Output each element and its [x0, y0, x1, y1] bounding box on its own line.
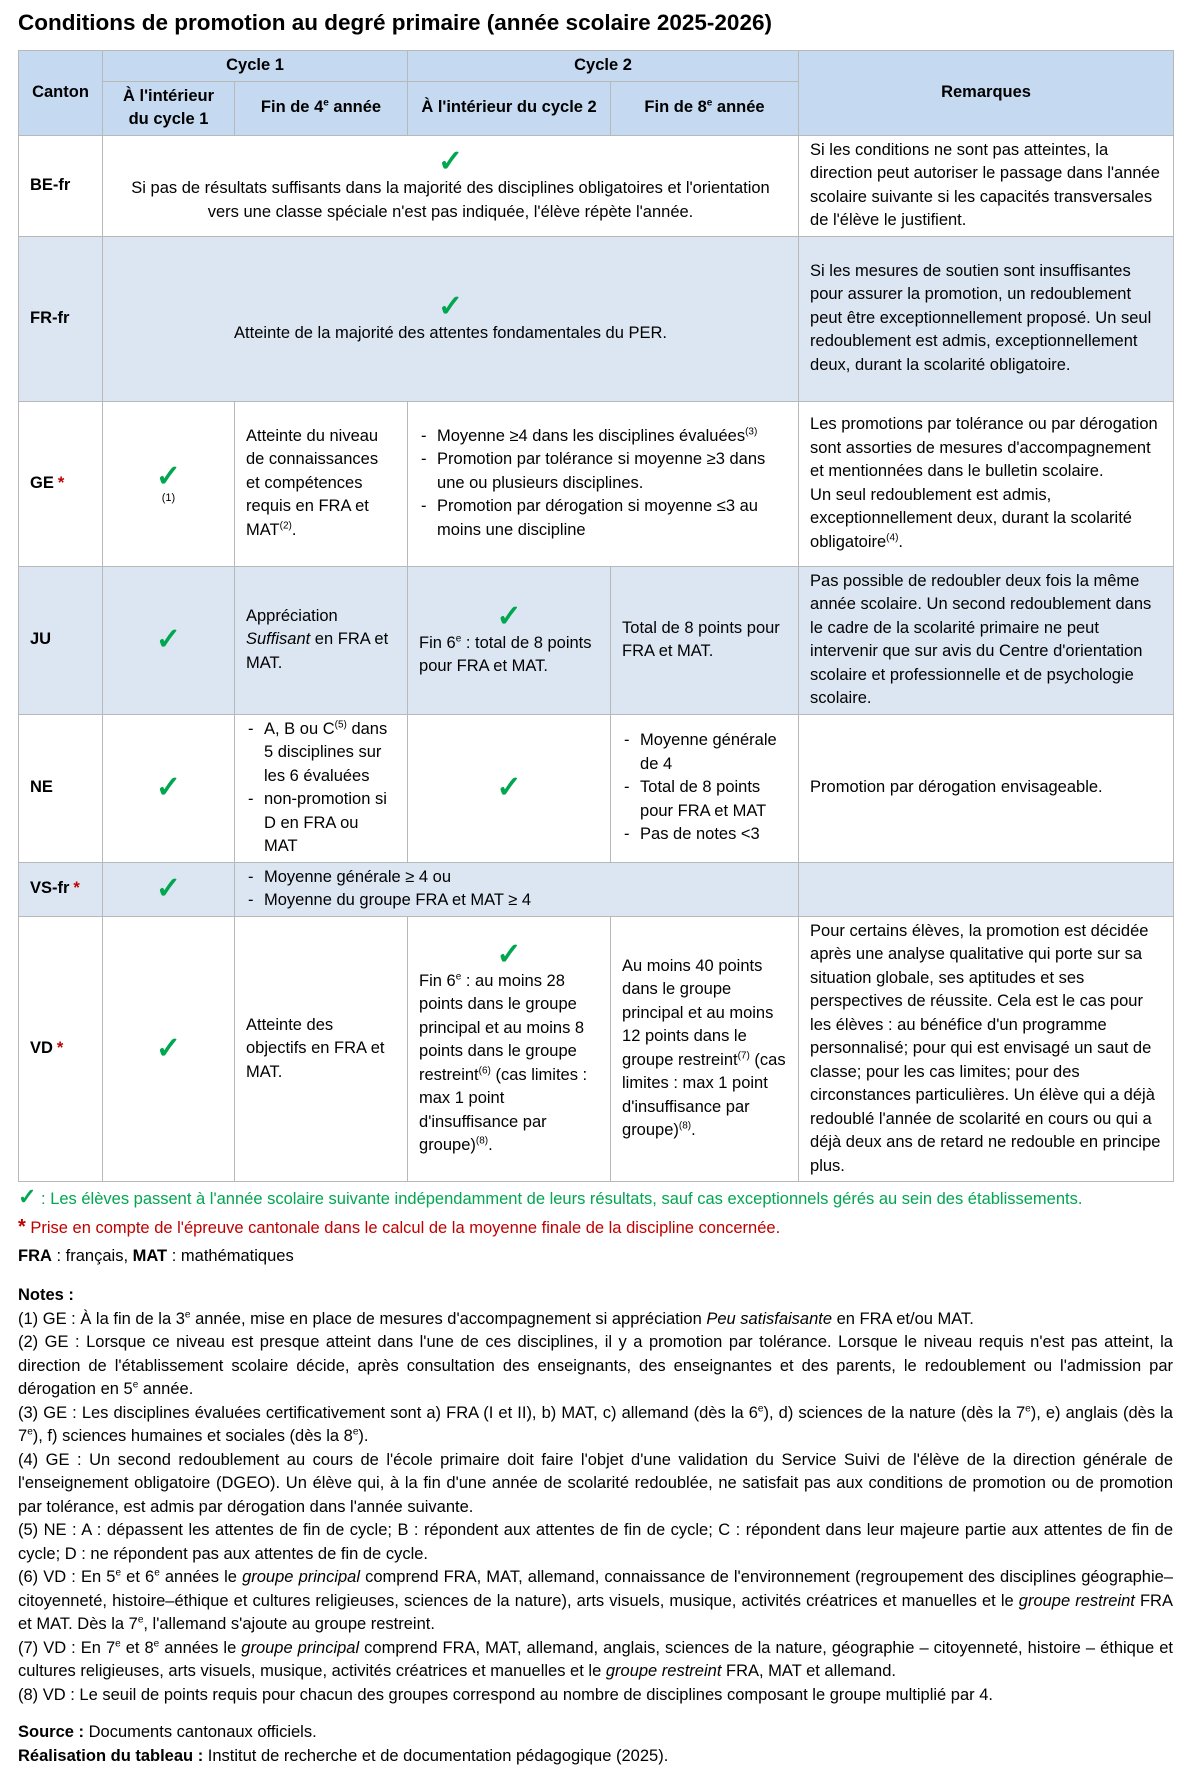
- list-item: - Moyenne générale ≥ 4 ou: [246, 866, 787, 890]
- note-7: (7) VD : En 7e et 8e années le groupe principal comprend FRA, MAT, allemand, anglais, sciences de la nature, géographie – citoyenneté, histoire – éthique et cultures religieuses, arts visuels, musique, activités créatrices et manuelles et le groupe restreint FRA, MAT et allemand.: [18, 1637, 1173, 1684]
- check-icon: ✓: [419, 773, 599, 803]
- list-item: - Pas de notes <3: [622, 823, 787, 847]
- page-title: Conditions de promotion au degré primaire (année scolaire 2025-2026): [18, 8, 1182, 38]
- ne-c2-end: [611, 714, 799, 862]
- list-item: - Moyenne du groupe FRA et MAT ≥ 4: [246, 889, 787, 913]
- check-icon: ✓: [114, 292, 787, 322]
- vsfr-c1-inside: [103, 862, 235, 916]
- legend-abbrev: FRA : français, MAT : mathématiques: [18, 1242, 1182, 1270]
- canton-cell: FR-fr: [19, 236, 103, 401]
- check-icon: ✓: [114, 625, 223, 655]
- table-row: [19, 566, 1174, 714]
- star-icon: *: [58, 474, 64, 492]
- table-row: [19, 236, 1174, 401]
- list-item: - Moyenne ≥4 dans les disciplines évaluées$^{(3)}$: [419, 425, 787, 449]
- befr-condition: [103, 135, 799, 236]
- note-6: (6) VD : En 5e et 6e années le groupe principal comprend FRA, MAT, allemand, connaissance de l'environnement (regroupement des disciplines géographie–citoyenneté, histoire–éthique et cultures religieuses, sciences de la nature), arts visuels, musique, activités créatrices et manuelles et le groupe restreint FRA et MAT. Dès la 7e, l'allemand s'ajoute au groupe restreint.: [18, 1566, 1173, 1637]
- header-c1-inside: À l'intérieur du cycle 1: [103, 81, 235, 135]
- check-icon: ✓: [114, 773, 223, 803]
- source-block: [18, 1721, 1182, 1768]
- legend-check: ✓ : Les élèves passent à l'année scolaire suivante indépendamment de leurs résultats, sauf cas exceptionnels gérés au sein des établissements.: [18, 1182, 1182, 1213]
- vd-remark: Pour certains élèves, la promotion est décidée après une analyse qualitative qui porte sur sa situation globale, ses aptitudes et ses perspectives de réussite. Cela est le cas pour les élèves : au bénéfice d'un programme personnalisé; pour qui est envisagé un saut de classe; pour les cas limites; pour des circonstances particulières. Un élève qui a déjà redoublé l'année de scolarité en cours ou qui a déjà deux ans de retard ne redouble en principe plus.: [799, 916, 1174, 1182]
- note-1: (1) GE : À la fin de la 3e année, mise en place de mesures d'accompagnement si appréciation Peu satisfaisante en FRA et/ou MAT.: [18, 1308, 1173, 1332]
- befr-text: Si pas de résultats suffisants dans la majorité des disciplines obligatoires et l'orientation vers une classe spéciale n'est pas indiquée, l'élève répète l'année.: [131, 179, 769, 221]
- ne-remark: Promotion par dérogation envisageable.: [799, 714, 1174, 862]
- legend: [18, 1182, 1182, 1270]
- vd-c2-end: Au moins 40 points dans le groupe principal et au moins 12 points dans le groupe restreint$^{(7)}$ (cas limites : max 1 point d'insuffisance par groupe)$^{(8)}$.: [611, 916, 799, 1182]
- note-5: (5) NE : A : dépassent les attentes de fin de cycle; B : répondent aux attentes de fin de cycle; C : répondent dans leur majeure partie aux attentes de fin de cycle; D : ne répondent pas aux attentes de fin de cycle.: [18, 1519, 1173, 1566]
- header-canton: Canton: [19, 51, 103, 136]
- ju-c1-end: Appréciation Suffisant en FRA et MAT.: [235, 566, 408, 714]
- ne-c2-inside: [408, 714, 611, 862]
- ju-c2-end: Total de 8 points pour FRA et MAT.: [611, 566, 799, 714]
- canton-cell: JU: [19, 566, 103, 714]
- canton-cell: BE-fr: [19, 135, 103, 236]
- ge-remark: Les promotions par tolérance ou par dérogation sont assorties de mesures d'accompagnement et mentionnées dans le bulletin scolaire. Un seul redoublement est admis, exceptionnellement deux, durant la scolarité obligatoire$^{(4)}$.: [799, 401, 1174, 566]
- check-icon: ✓: [18, 1184, 36, 1209]
- canton-cell: NE: [19, 714, 103, 862]
- header-cycle2: Cycle 2: [408, 51, 799, 82]
- list-item: - Promotion par dérogation si moyenne ≤3 au moins une discipline: [419, 495, 787, 542]
- header-c2-inside: À l'intérieur du cycle 2: [408, 81, 611, 135]
- note-2: (2) GE : Lorsque ce niveau est presque atteint dans l'une de ces disciplines, il y a promotion par tolérance. Lorsque le niveau requis n'est pas atteint, la direction de l'établissement scolaire décide, après consultation des enseignants, des enseignantes et des parents, le redoublement ou l'admission par dérogation en 5e année.: [18, 1331, 1173, 1402]
- check-icon: ✓: [114, 874, 223, 904]
- table-row: [19, 916, 1174, 1182]
- check-icon: ✓: [114, 147, 787, 177]
- canton-cell: VD *: [19, 916, 103, 1182]
- check-icon: ✓: [419, 940, 599, 970]
- frfr-text: Atteinte de la majorité des attentes fondamentales du PER.: [234, 324, 667, 342]
- vd-c1-inside: [103, 916, 235, 1182]
- canton-cell: GE *: [19, 401, 103, 566]
- frfr-remark: Si les mesures de soutien sont insuffisantes pour assurer la promotion, un redoublement peut être exceptionnellement proposé. Un seul redoublement est admis, exceptionnellement deux, durant la scolarité obligatoire.: [799, 236, 1174, 401]
- star-icon: *: [73, 879, 79, 897]
- source: Source : Documents cantonaux officiels.: [18, 1721, 1182, 1745]
- table-row: [19, 714, 1174, 862]
- ju-c2-inside: ✓ Fin 6e : total de 8 points pour FRA et MAT.: [408, 566, 611, 714]
- table-row: [19, 135, 1174, 236]
- table-row: [19, 401, 1174, 566]
- befr-remark: Si les conditions ne sont pas atteintes, la direction peut autoriser le passage dans l'année scolaire suivante si les capacités transversales de l'élève le justifient.: [799, 135, 1174, 236]
- header-cycle1: Cycle 1: [103, 51, 408, 82]
- check-icon: ✓: [114, 462, 223, 492]
- header-remarks: Remarques: [799, 51, 1174, 136]
- star-icon: *: [18, 1216, 26, 1238]
- credit: Réalisation du tableau : Institut de recherche et de documentation pédagogique (2025).: [18, 1745, 1182, 1768]
- canton-cell: VS-fr *: [19, 862, 103, 916]
- ju-remark: Pas possible de redoubler deux fois la même année scolaire. Un second redoublement dans le cadre de la scolarité primaire ne peut intervenir que sur avis du Centre d'orientation scolaire et professionnelle et de psychologie scolaire.: [799, 566, 1174, 714]
- vd-c2-inside: ✓ Fin 6e : au moins 28 points dans le groupe principal et au moins 8 points dans le groupe restreint$^{(6)}$ (cas limites : max 1 point d'insuffisance par groupe)$^{(8)}$.: [408, 916, 611, 1182]
- list-item: - Moyenne générale de 4: [622, 729, 787, 776]
- note-3: (3) GE : Les disciplines évaluées certificativement sont a) FRA (I et II), b) MAT, c) allemand (dès la 6e), d) sciences de la nature (dès la 7e), e) anglais (dès la 7e), f) sciences humaines et sociales (dès la 8e).: [18, 1402, 1173, 1449]
- ge-footnote-ref: (1): [114, 492, 223, 505]
- vsfr-condition: [235, 862, 799, 916]
- note-8: (8) VD : Le seuil de points requis pour chacun des groupes correspond au nombre de disciplines composant le groupe multiplié par 4.: [18, 1684, 1173, 1708]
- star-icon: *: [57, 1039, 63, 1057]
- notes-heading: Notes :: [18, 1284, 1173, 1308]
- header-c2-end: Fin de 8e année: [611, 81, 799, 135]
- legend-star: * Prise en compte de l'épreuve cantonale dans le calcul de la moyenne finale de la discipline concernée.: [18, 1213, 1182, 1242]
- list-item: - Promotion par tolérance si moyenne ≥3 dans une ou plusieurs disciplines.: [419, 448, 787, 495]
- note-4: (4) GE : Un second redoublement au cours de l'école primaire doit faire l'objet d'une validation du Service Suivi de l'élève de la direction générale de l'enseignement obligatoire (DGEO). Un élève qui, à la fin d'une année de scolarité redoublée, ne satisfait pas aux conditions de promotion ou de promotion par tolérance, est admis par dérogation dans l'année suivante.: [18, 1449, 1173, 1520]
- ge-c1-inside: [103, 401, 235, 566]
- frfr-condition: [103, 236, 799, 401]
- ne-c1-end: [235, 714, 408, 862]
- list-item: - Total de 8 points pour FRA et MAT: [622, 776, 787, 823]
- table-row: [19, 862, 1174, 916]
- vd-c1-end: Atteinte des objectifs en FRA et MAT.: [235, 916, 408, 1182]
- ju-c1-inside: [103, 566, 235, 714]
- list-item: - A, B ou $C^{(5)}$ dans 5 disciplines sur les 6 évaluées: [246, 718, 396, 789]
- check-icon: ✓: [114, 1034, 223, 1064]
- ge-c1-end: Atteinte du niveau de connaissances et compétences requis en FRA et MAT$^{(2)}$.: [235, 401, 408, 566]
- list-item: - non-promotion si D en FRA ou MAT: [246, 788, 396, 859]
- check-icon: ✓: [419, 602, 599, 632]
- vsfr-remark: [799, 862, 1174, 916]
- ge-c2: [408, 401, 799, 566]
- notes: [18, 1284, 1173, 1707]
- ne-c1-inside: [103, 714, 235, 862]
- promotion-table: [18, 50, 1174, 1182]
- header-c1-end: Fin de 4e année: [235, 81, 408, 135]
